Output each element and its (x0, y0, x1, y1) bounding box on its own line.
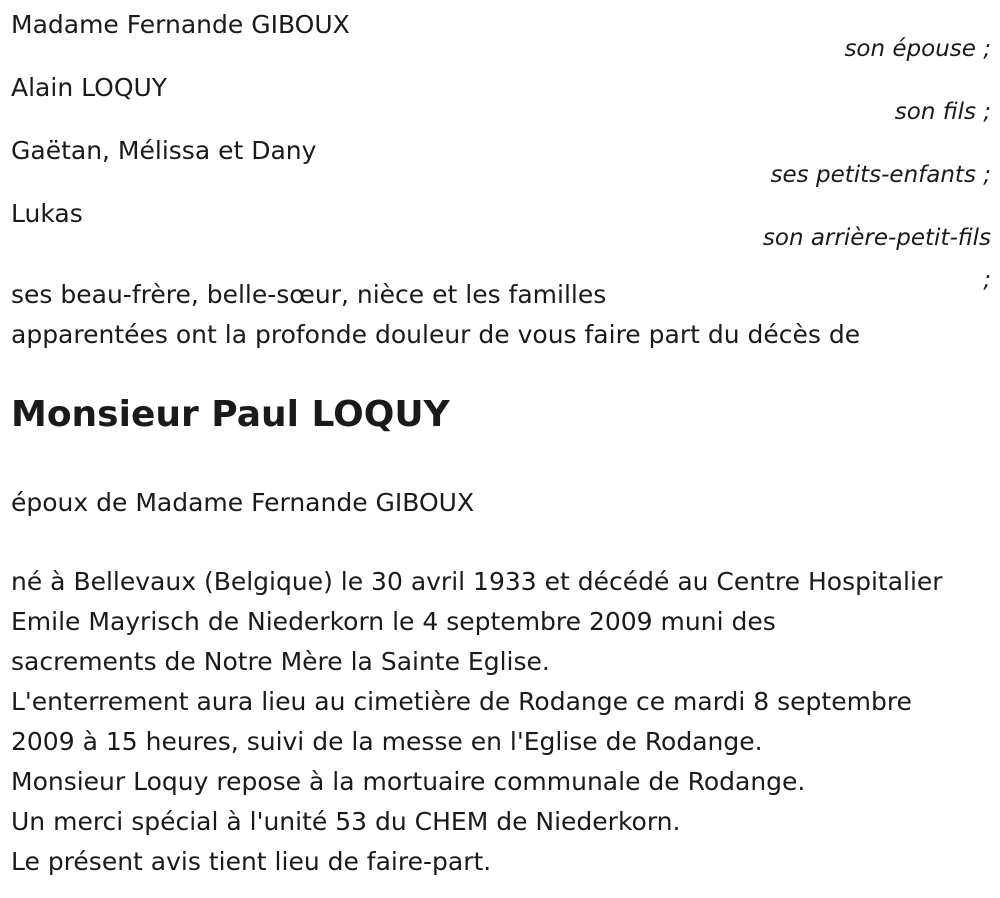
family-name-son: Alain LOQUY (11, 73, 168, 102)
family-name-spouse: Madame Fernande GIBOUX (11, 10, 350, 39)
body-line: Monsieur Loquy repose à la mortuaire communale de Rodange. (11, 767, 806, 796)
family-name-great-grandson: Lukas (11, 199, 83, 228)
deceased-name: Monsieur Paul LOQUY (11, 394, 450, 435)
intro-line-1: ses beau-frère, belle-sœur, nièce et les familles (11, 280, 607, 309)
body-line: sacrements de Notre Mère la Sainte Eglise. (11, 647, 550, 676)
family-relation-son: son fils ; (894, 99, 991, 125)
family-relation-great-grandson-end: ; (983, 267, 991, 293)
spouse-line: époux de Madame Fernande GIBOUX (11, 488, 475, 517)
body-line: Un merci spécial à l'unité 53 du CHEM de Niederkorn. (11, 807, 681, 836)
intro-line-2: apparentées ont la profonde douleur de vous faire part du décès de (11, 320, 861, 349)
body-line: Le présent avis tient lieu de faire-part. (11, 847, 492, 876)
body-line: Emile Mayrisch de Niederkorn le 4 septembre 2009 muni des (11, 607, 776, 636)
family-relation-great-grandson: son arrière-petit-fils (762, 225, 991, 251)
body-line: L'enterrement aura lieu au cimetière de Rodange ce mardi 8 septembre (11, 687, 912, 716)
family-relation-grandchildren: ses petits-enfants ; (770, 162, 991, 188)
family-relation-spouse: son épouse ; (844, 36, 991, 62)
family-name-grandchildren: Gaëtan, Mélissa et Dany (11, 136, 317, 165)
body-line: 2009 à 15 heures, suivi de la messe en l'Eglise de Rodange. (11, 727, 763, 756)
body-line: né à Bellevaux (Belgique) le 30 avril 1933 et décédé au Centre Hospitalier (11, 567, 943, 596)
